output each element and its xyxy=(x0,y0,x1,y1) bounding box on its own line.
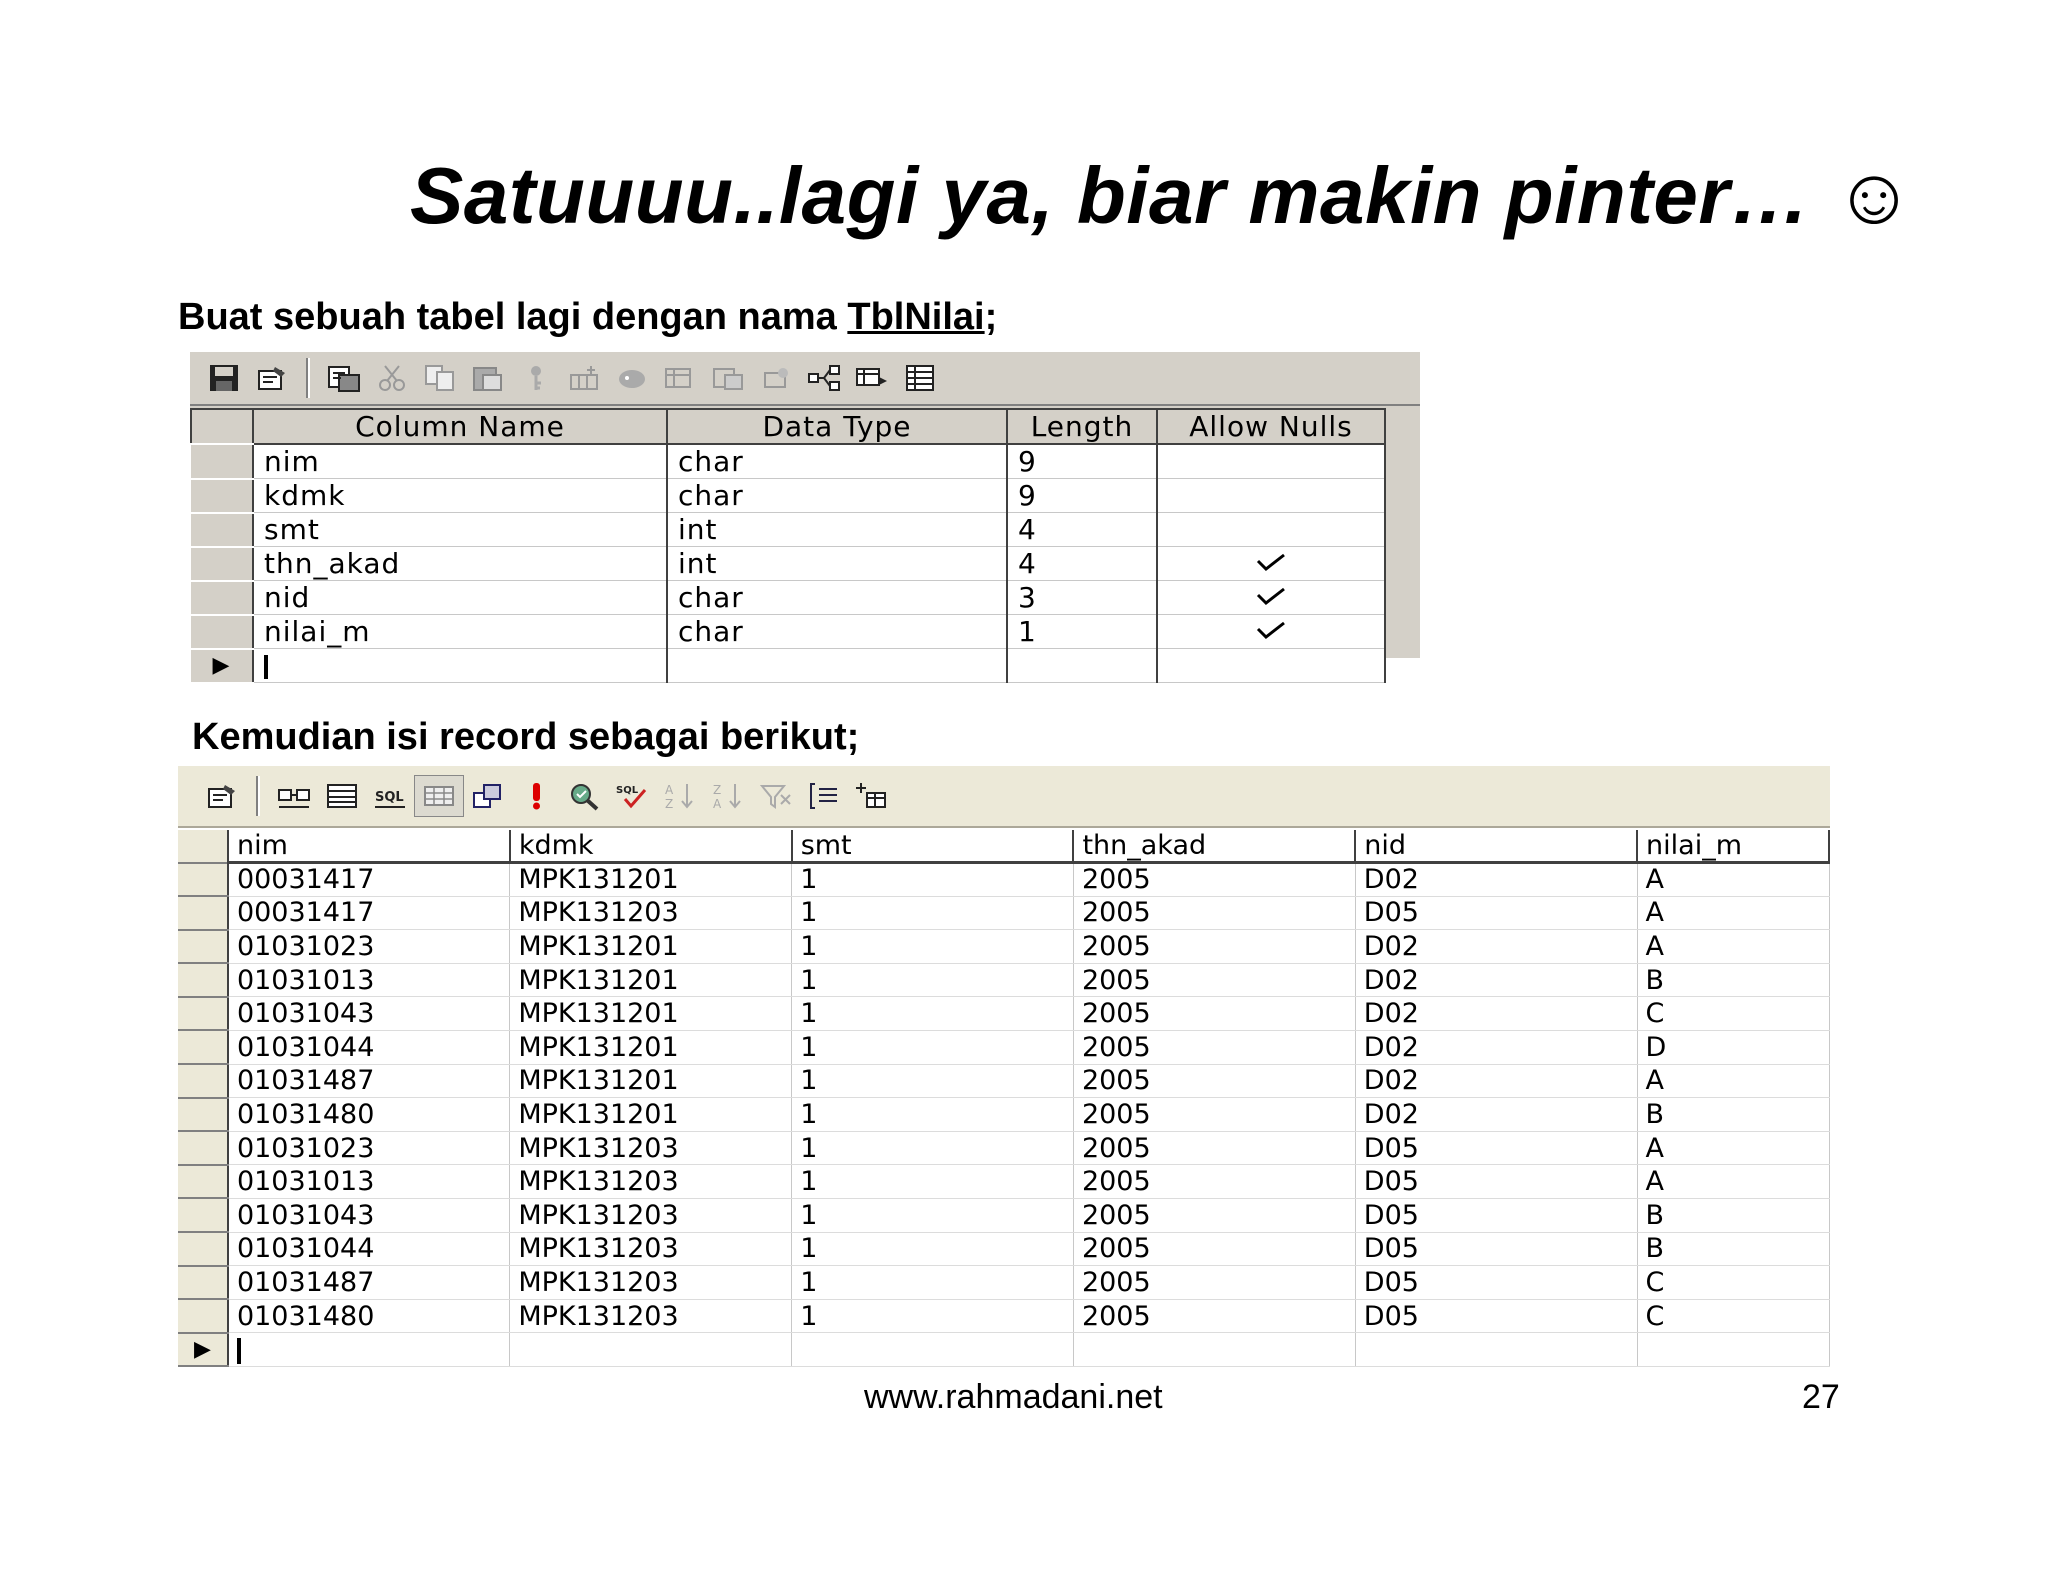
cell-nid[interactable]: D05 xyxy=(1355,1165,1637,1199)
table-data-window xyxy=(178,766,1830,1363)
cell-kdmk[interactable]: MPK131201 xyxy=(510,1064,792,1098)
toolbar-separator xyxy=(306,358,310,398)
cell-thn-akad[interactable]: 2005 xyxy=(1073,997,1355,1031)
empty-cell[interactable] xyxy=(1355,1333,1637,1367)
cell-smt[interactable]: 1 xyxy=(792,997,1074,1031)
column-name-cell[interactable]: nid xyxy=(253,581,667,615)
remove-filter-icon[interactable] xyxy=(752,776,800,816)
cell-smt[interactable]: 1 xyxy=(792,963,1074,997)
designer-toolbar xyxy=(190,352,1420,406)
new-row-indicator-icon: ▶ xyxy=(191,649,253,683)
cell-nilai-m[interactable]: B xyxy=(1637,963,1829,997)
table-row[interactable] xyxy=(178,1198,1829,1232)
new-row-indicator-icon: ▶ xyxy=(178,1333,228,1367)
cell-thn-akad[interactable]: 2005 xyxy=(1073,1030,1355,1064)
cut-icon[interactable] xyxy=(368,358,416,398)
cell-nilai-m[interactable]: A xyxy=(1637,1064,1829,1098)
column-name-cell[interactable]: thn_akad xyxy=(253,547,667,581)
verify-sql-icon[interactable] xyxy=(560,776,608,816)
row-selector[interactable] xyxy=(178,1098,228,1132)
cell-kdmk[interactable]: MPK131203 xyxy=(510,1198,792,1232)
row-selector[interactable] xyxy=(191,547,253,581)
cell-smt[interactable]: 1 xyxy=(792,1098,1074,1132)
cell-nim[interactable]: 00031417 xyxy=(228,896,510,930)
table-row[interactable] xyxy=(178,1299,1829,1333)
cell-kdmk[interactable]: MPK131203 xyxy=(510,1299,792,1333)
cell-nim[interactable]: 01031480 xyxy=(228,1098,510,1132)
cell-kdmk[interactable]: MPK131203 xyxy=(510,1131,792,1165)
cell-kdmk[interactable]: MPK131203 xyxy=(510,1266,792,1300)
table-name: TblNilai xyxy=(847,296,985,338)
svg-text:SQL: SQL xyxy=(375,790,404,805)
length-cell[interactable]: 4 xyxy=(1007,513,1157,547)
checkmark-icon xyxy=(1254,551,1288,573)
cell-nim[interactable]: 01031044 xyxy=(228,1030,510,1064)
text-cursor xyxy=(264,655,268,679)
properties-icon[interactable] xyxy=(198,776,246,816)
allow-nulls-checkbox[interactable] xyxy=(1157,444,1385,479)
column-name-cell[interactable]: nim xyxy=(253,444,667,479)
table-row[interactable] xyxy=(178,1232,1829,1266)
cell-nim[interactable]: 01031013 xyxy=(228,963,510,997)
cell-kdmk[interactable]: MPK131201 xyxy=(510,1098,792,1132)
column-header-column-name[interactable]: Column Name xyxy=(253,409,667,444)
cell-thn-akad[interactable]: 2005 xyxy=(1073,1232,1355,1266)
cell-nim[interactable]: 01031023 xyxy=(228,1131,510,1165)
new-record-row[interactable] xyxy=(178,1333,1829,1367)
cell-nim[interactable]: 01031480 xyxy=(228,1299,510,1333)
row-selector[interactable] xyxy=(178,963,228,997)
checkmark-icon xyxy=(1254,585,1288,607)
column-definition-row[interactable] xyxy=(191,615,1385,649)
cell-thn-akad[interactable]: 2005 xyxy=(1073,1198,1355,1232)
svg-text:SQL: SQL xyxy=(616,785,639,796)
cell-smt[interactable]: 1 xyxy=(792,896,1074,930)
caption-create-table-suffix: ; xyxy=(984,296,998,338)
row-selector-header xyxy=(191,409,253,444)
cell-smt[interactable]: 1 xyxy=(792,863,1074,897)
row-selector[interactable] xyxy=(191,581,253,615)
properties-icon[interactable] xyxy=(248,358,296,398)
cell-kdmk[interactable]: MPK131203 xyxy=(510,896,792,930)
sort-descending-icon[interactable] xyxy=(704,776,752,816)
cell-nilai-m[interactable]: A xyxy=(1637,930,1829,964)
column-header-nid[interactable]: nid xyxy=(1355,830,1637,863)
grid-header-row xyxy=(178,830,1829,863)
table-row[interactable] xyxy=(178,1030,1829,1064)
cell-thn-akad[interactable]: 2005 xyxy=(1073,863,1355,897)
cell-nid[interactable]: D02 xyxy=(1355,863,1637,897)
table-row[interactable] xyxy=(178,896,1829,930)
allow-nulls-checkbox[interactable] xyxy=(1157,615,1385,649)
column-header-allow-nulls[interactable]: Allow Nulls xyxy=(1157,409,1385,444)
data-type-cell[interactable]: int xyxy=(667,513,1007,547)
table-row[interactable] xyxy=(178,1064,1829,1098)
row-selector[interactable] xyxy=(191,479,253,513)
manage-constraints-icon[interactable] xyxy=(752,358,800,398)
row-selector-header xyxy=(178,830,228,863)
table-view-icon[interactable] xyxy=(848,358,896,398)
allow-nulls-checkbox[interactable] xyxy=(1157,479,1385,513)
caption-create-table xyxy=(178,296,997,339)
empty-cell[interactable] xyxy=(1157,649,1385,683)
delete-column-icon[interactable] xyxy=(608,358,656,398)
table-row[interactable] xyxy=(178,1165,1829,1199)
cell-nim[interactable]: 01031044 xyxy=(228,1232,510,1266)
table-row[interactable] xyxy=(178,997,1829,1031)
checkmark-icon xyxy=(1254,619,1288,641)
cell-smt[interactable]: 1 xyxy=(792,930,1074,964)
row-selector[interactable] xyxy=(178,1266,228,1300)
column-definition-row[interactable] xyxy=(191,479,1385,513)
cell-smt[interactable]: 1 xyxy=(792,1266,1074,1300)
column-definition-row[interactable] xyxy=(191,581,1385,615)
cell-smt[interactable]: 1 xyxy=(792,1064,1074,1098)
column-definition-row[interactable] xyxy=(191,513,1385,547)
cell-smt[interactable]: 1 xyxy=(792,1198,1074,1232)
cell-kdmk[interactable]: MPK131201 xyxy=(510,930,792,964)
column-header-length[interactable]: Length xyxy=(1007,409,1157,444)
allow-nulls-checkbox[interactable] xyxy=(1157,547,1385,581)
cell-nim[interactable]: 01031023 xyxy=(228,930,510,964)
cell-kdmk[interactable]: MPK131201 xyxy=(510,1030,792,1064)
length-cell[interactable]: 9 xyxy=(1007,444,1157,479)
column-header-data-type[interactable]: Data Type xyxy=(667,409,1007,444)
cell-nid[interactable]: D05 xyxy=(1355,1131,1637,1165)
grid-header-row xyxy=(191,409,1385,444)
column-header-kdmk[interactable]: kdmk xyxy=(510,830,792,863)
column-definition-grid xyxy=(190,408,1386,684)
cell-kdmk[interactable]: MPK131201 xyxy=(510,997,792,1031)
cell-smt[interactable]: 1 xyxy=(792,1232,1074,1266)
cell-nilai-m[interactable]: C xyxy=(1637,1266,1829,1300)
cell-nid[interactable]: D02 xyxy=(1355,1098,1637,1132)
cell-nid[interactable]: D05 xyxy=(1355,896,1637,930)
svg-text:Z: Z xyxy=(665,797,674,811)
row-selector[interactable] xyxy=(191,513,253,547)
cell-nilai-m[interactable]: B xyxy=(1637,1232,1829,1266)
cell-smt[interactable]: 1 xyxy=(792,1131,1074,1165)
diagram-pane-icon[interactable] xyxy=(270,776,318,816)
column-name-cell[interactable]: smt xyxy=(253,513,667,547)
query-toolbar xyxy=(178,766,1830,828)
cell-nid[interactable]: D05 xyxy=(1355,1299,1637,1333)
row-selector[interactable] xyxy=(178,997,228,1031)
cell-nim[interactable]: 01031043 xyxy=(228,1198,510,1232)
row-selector[interactable] xyxy=(178,863,228,897)
row-selector[interactable] xyxy=(178,896,228,930)
data-type-cell[interactable]: char xyxy=(667,581,1007,615)
run-icon[interactable] xyxy=(512,776,560,816)
empty-cell[interactable] xyxy=(1073,1333,1355,1367)
data-type-cell[interactable]: char xyxy=(667,444,1007,479)
row-selector[interactable] xyxy=(191,615,253,649)
record-rows xyxy=(178,863,1829,1367)
table-row[interactable] xyxy=(178,963,1829,997)
cell-smt[interactable]: 1 xyxy=(792,1030,1074,1064)
table-designer-window xyxy=(190,352,1420,678)
empty-cell[interactable] xyxy=(667,649,1007,683)
cell-nim[interactable]: 01031487 xyxy=(228,1266,510,1300)
row-selector[interactable] xyxy=(178,930,228,964)
cell-thn-akad[interactable]: 2005 xyxy=(1073,1165,1355,1199)
allow-nulls-checkbox[interactable] xyxy=(1157,513,1385,547)
table-row[interactable] xyxy=(178,1266,1829,1300)
data-type-cell[interactable]: char xyxy=(667,479,1007,513)
data-type-cell[interactable]: char xyxy=(667,615,1007,649)
toolbar-separator xyxy=(256,776,260,816)
grid-icon[interactable] xyxy=(896,358,944,398)
cell-thn-akad[interactable]: 2005 xyxy=(1073,1299,1355,1333)
caption-fill-records: Kemudian isi record sebagai berikut; xyxy=(192,716,860,758)
cell-smt[interactable]: 1 xyxy=(792,1299,1074,1333)
manage-relationships-icon[interactable] xyxy=(656,358,704,398)
row-selector[interactable] xyxy=(178,1165,228,1199)
empty-cell[interactable] xyxy=(253,649,667,683)
set-primary-key-icon[interactable] xyxy=(512,358,560,398)
footer-url: www.rahmadani.net xyxy=(864,1378,1163,1416)
column-header-nilai-m[interactable]: nilai_m xyxy=(1637,830,1829,863)
paste-icon[interactable] xyxy=(464,358,512,398)
cell-nid[interactable]: D05 xyxy=(1355,1266,1637,1300)
records-grid xyxy=(178,830,1830,1367)
cell-nid[interactable]: D02 xyxy=(1355,1064,1637,1098)
row-selector[interactable] xyxy=(178,1131,228,1165)
cell-nilai-m[interactable]: A xyxy=(1637,896,1829,930)
copy-icon[interactable] xyxy=(416,358,464,398)
cell-kdmk[interactable]: MPK131201 xyxy=(510,963,792,997)
slide-title: Satuuuu..lagi ya, biar makin pinter… ☺ xyxy=(410,151,1916,240)
empty-cell[interactable] xyxy=(228,1333,510,1367)
cell-nilai-m[interactable]: A xyxy=(1637,863,1829,897)
length-cell[interactable]: 9 xyxy=(1007,479,1157,513)
sort-ascending-icon[interactable] xyxy=(656,776,704,816)
table-row[interactable] xyxy=(178,863,1829,897)
new-column-row[interactable] xyxy=(191,649,1385,683)
manage-indexes-icon[interactable] xyxy=(704,358,752,398)
cell-nid[interactable]: D05 xyxy=(1355,1198,1637,1232)
cell-nim[interactable]: 01031487 xyxy=(228,1064,510,1098)
table-row[interactable] xyxy=(178,1098,1829,1132)
sql-pane-icon[interactable] xyxy=(366,776,414,816)
cell-nilai-m[interactable]: D xyxy=(1637,1030,1829,1064)
caption-create-table-text: Buat sebuah tabel lagi dengan nama xyxy=(178,296,848,338)
empty-cell[interactable] xyxy=(1637,1333,1829,1367)
cell-nilai-m[interactable]: C xyxy=(1637,1299,1829,1333)
cell-nid[interactable]: D02 xyxy=(1355,997,1637,1031)
cell-kdmk[interactable]: MPK131203 xyxy=(510,1232,792,1266)
cell-thn-akad[interactable]: 2005 xyxy=(1073,1131,1355,1165)
cell-nid[interactable]: D02 xyxy=(1355,930,1637,964)
cell-nim[interactable]: 00031417 xyxy=(228,863,510,897)
insert-column-icon[interactable] xyxy=(560,358,608,398)
table-row[interactable] xyxy=(178,930,1829,964)
column-header-nim[interactable]: nim xyxy=(228,830,510,863)
text-cursor xyxy=(237,1338,241,1364)
check-sql-icon[interactable] xyxy=(608,776,656,816)
column-name-cell[interactable]: kdmk xyxy=(253,479,667,513)
cell-nilai-m[interactable]: C xyxy=(1637,997,1829,1031)
length-cell[interactable]: 3 xyxy=(1007,581,1157,615)
row-selector[interactable] xyxy=(191,444,253,479)
cell-nilai-m[interactable]: B xyxy=(1637,1098,1829,1132)
cell-kdmk[interactable]: MPK131203 xyxy=(510,1165,792,1199)
cell-nid[interactable]: D05 xyxy=(1355,1232,1637,1266)
data-type-cell[interactable]: int xyxy=(667,547,1007,581)
column-definition-rows xyxy=(191,444,1385,683)
allow-nulls-checkbox[interactable] xyxy=(1157,581,1385,615)
row-selector[interactable] xyxy=(178,1299,228,1333)
row-selector[interactable] xyxy=(178,1030,228,1064)
svg-text:Z: Z xyxy=(713,783,722,797)
length-cell[interactable]: 1 xyxy=(1007,615,1157,649)
add-table-icon[interactable] xyxy=(848,776,896,816)
cell-thn-akad[interactable]: 2005 xyxy=(1073,1266,1355,1300)
grid-pane-icon[interactable] xyxy=(318,776,366,816)
group-by-icon[interactable] xyxy=(800,776,848,816)
generate-script-icon[interactable] xyxy=(320,358,368,398)
empty-cell[interactable] xyxy=(510,1333,792,1367)
column-header-thn-akad[interactable]: thn_akad xyxy=(1073,830,1355,863)
empty-cell[interactable] xyxy=(792,1333,1074,1367)
change-query-type-icon[interactable] xyxy=(464,776,512,816)
empty-cell[interactable] xyxy=(1007,649,1157,683)
row-selector[interactable] xyxy=(178,1198,228,1232)
cell-nilai-m[interactable]: B xyxy=(1637,1198,1829,1232)
cell-smt[interactable]: 1 xyxy=(792,1165,1074,1199)
cell-thn-akad[interactable]: 2005 xyxy=(1073,963,1355,997)
cell-nid[interactable]: D02 xyxy=(1355,1030,1637,1064)
row-selector[interactable] xyxy=(178,1064,228,1098)
results-pane-icon[interactable] xyxy=(414,775,464,817)
svg-text:A: A xyxy=(713,797,722,811)
column-header-smt[interactable]: smt xyxy=(792,830,1074,863)
length-cell[interactable]: 4 xyxy=(1007,547,1157,581)
cell-nim[interactable]: 01031043 xyxy=(228,997,510,1031)
cell-nid[interactable]: D02 xyxy=(1355,963,1637,997)
row-selector[interactable] xyxy=(178,1232,228,1266)
cell-thn-akad[interactable]: 2005 xyxy=(1073,896,1355,930)
save-icon[interactable] xyxy=(200,358,248,398)
cell-nim[interactable]: 01031013 xyxy=(228,1165,510,1199)
cell-nilai-m[interactable]: A xyxy=(1637,1131,1829,1165)
cell-kdmk[interactable]: MPK131201 xyxy=(510,863,792,897)
page-number: 27 xyxy=(1802,1378,1840,1416)
cell-thn-akad[interactable]: 2005 xyxy=(1073,930,1355,964)
relationship-icon[interactable] xyxy=(800,358,848,398)
table-row[interactable] xyxy=(178,1131,1829,1165)
cell-thn-akad[interactable]: 2005 xyxy=(1073,1064,1355,1098)
column-definition-row[interactable] xyxy=(191,444,1385,479)
svg-text:A: A xyxy=(665,783,674,797)
cell-thn-akad[interactable]: 2005 xyxy=(1073,1098,1355,1132)
column-name-cell[interactable]: nilai_m xyxy=(253,615,667,649)
column-definition-row[interactable] xyxy=(191,547,1385,581)
cell-nilai-m[interactable]: A xyxy=(1637,1165,1829,1199)
